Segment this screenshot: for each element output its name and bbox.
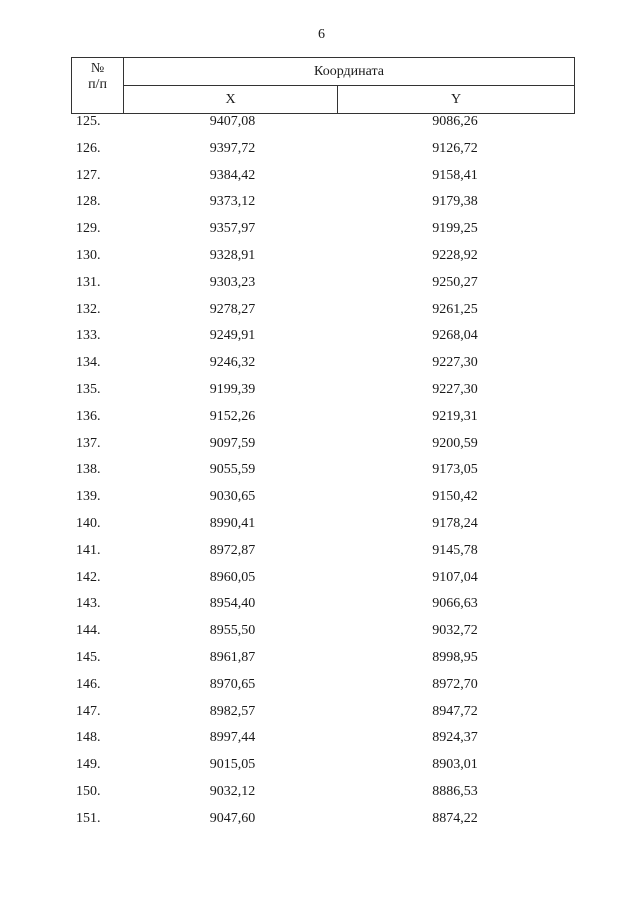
row-number: 149. [76,757,101,773]
row-number: 134. [76,355,101,371]
y-value: 9268,04 [432,328,478,344]
y-value: 8886,53 [432,783,478,799]
y-value: 9227,30 [432,355,478,371]
table-row [0,754,640,781]
row-number: 143. [76,596,101,612]
table-row [0,674,640,701]
table-row [0,781,640,808]
x-value: 9246,32 [209,355,256,371]
row-number: 126. [76,140,101,156]
row-number: 142. [76,569,101,585]
x-value: 8960,05 [209,569,256,585]
x-value: 8955,50 [209,623,256,639]
y-value: 9228,92 [432,247,478,263]
y-value: 9250,27 [432,274,478,290]
y-value: 9158,41 [432,167,478,183]
table-row [0,567,640,594]
table-row [0,647,640,674]
table-row [0,620,640,647]
y-value: 8924,37 [432,730,478,746]
table-row [0,245,640,272]
table-row [0,352,640,379]
y-value: 8998,95 [432,649,478,665]
row-number: 131. [76,274,101,290]
table-row [0,540,640,567]
y-value: 9200,59 [432,435,478,451]
table-row [0,325,640,352]
y-value: 9219,31 [432,408,478,424]
table-row [0,433,640,460]
y-value: 9199,25 [432,221,478,237]
y-value: 9145,78 [432,542,478,558]
row-number: 125. [76,114,101,129]
row-number: 148. [76,730,101,746]
y-value: 9032,72 [432,623,478,639]
row-number: 139. [76,489,101,505]
y-value: 9261,25 [432,301,478,317]
y-value: 8874,22 [432,810,478,826]
table-header [71,57,575,114]
row-number: 128. [76,194,101,210]
row-number: 138. [76,462,101,478]
row-number: 132. [76,301,101,317]
row-number: 145. [76,649,101,665]
table-row [0,111,640,138]
x-value: 9397,72 [209,140,256,156]
x-value: 9047,60 [209,810,256,826]
table-row [0,486,640,513]
table-row [0,459,640,486]
y-value: 9227,30 [432,381,478,397]
x-value: 9032,12 [209,783,256,799]
x-value: 8997,44 [209,730,256,746]
x-value: 9097,59 [209,435,256,451]
table-row [0,218,640,245]
row-number: 146. [76,676,101,692]
row-number: 137. [76,435,101,451]
table-row [0,513,640,540]
x-value: 9278,27 [209,301,256,317]
row-number: 133. [76,328,101,344]
page-number: 6 [318,27,325,42]
row-number: 151. [76,810,101,826]
table-row [0,593,640,620]
table-row [0,191,640,218]
row-number: 136. [76,408,101,424]
y-value: 9086,26 [432,114,478,129]
column-header-coordinate: Координата [124,58,575,86]
x-value: 9199,39 [209,381,256,397]
row-number: 130. [76,247,101,263]
y-value: 9150,42 [432,489,478,505]
x-value: 9249,91 [209,328,256,344]
y-value: 9126,72 [432,140,478,156]
y-value: 9178,24 [432,515,478,531]
row-number: 150. [76,783,101,799]
y-value: 8903,01 [432,757,478,773]
x-value: 8982,57 [209,703,256,719]
table-row [0,727,640,754]
x-value: 8961,87 [209,649,256,665]
x-value: 9384,42 [209,167,256,183]
y-value: 9179,38 [432,194,478,210]
x-value: 9015,05 [209,757,256,773]
coordinate-rows [0,111,640,835]
y-value: 9107,04 [432,569,478,585]
table-row [0,272,640,299]
x-value: 9303,23 [209,274,256,290]
table-row [0,299,640,326]
table-row [0,701,640,728]
row-number: 135. [76,381,101,397]
y-value: 9066,63 [432,596,478,612]
x-value: 9357,97 [209,221,256,237]
table-row [0,138,640,165]
column-header-number [72,58,124,114]
number-sign: № [90,61,105,76]
x-value: 8954,40 [209,596,256,612]
row-number: 127. [76,167,101,183]
row-number: 144. [76,623,101,639]
x-value: 9407,08 [209,114,256,129]
y-value: 8972,70 [432,676,478,692]
column-header-x: X [124,86,338,114]
table-row [0,808,640,835]
x-value: 8970,65 [209,676,256,692]
row-number: 147. [76,703,101,719]
row-number: 129. [76,221,101,237]
x-value: 9055,59 [209,462,256,478]
number-abbrev: п/п [88,77,107,92]
y-value: 9173,05 [432,462,478,478]
row-number: 140. [76,515,101,531]
x-value: 8990,41 [209,515,256,531]
table-row [0,165,640,192]
x-value: 9328,91 [209,247,256,263]
y-value: 8947,72 [432,703,478,719]
row-number: 141. [76,542,101,558]
x-value: 9152,26 [209,408,256,424]
table-row [0,406,640,433]
table-row [0,379,640,406]
column-header-y: Y [338,86,575,114]
x-value: 9030,65 [209,489,256,505]
x-value: 8972,87 [209,542,256,558]
x-value: 9373,12 [209,194,256,210]
